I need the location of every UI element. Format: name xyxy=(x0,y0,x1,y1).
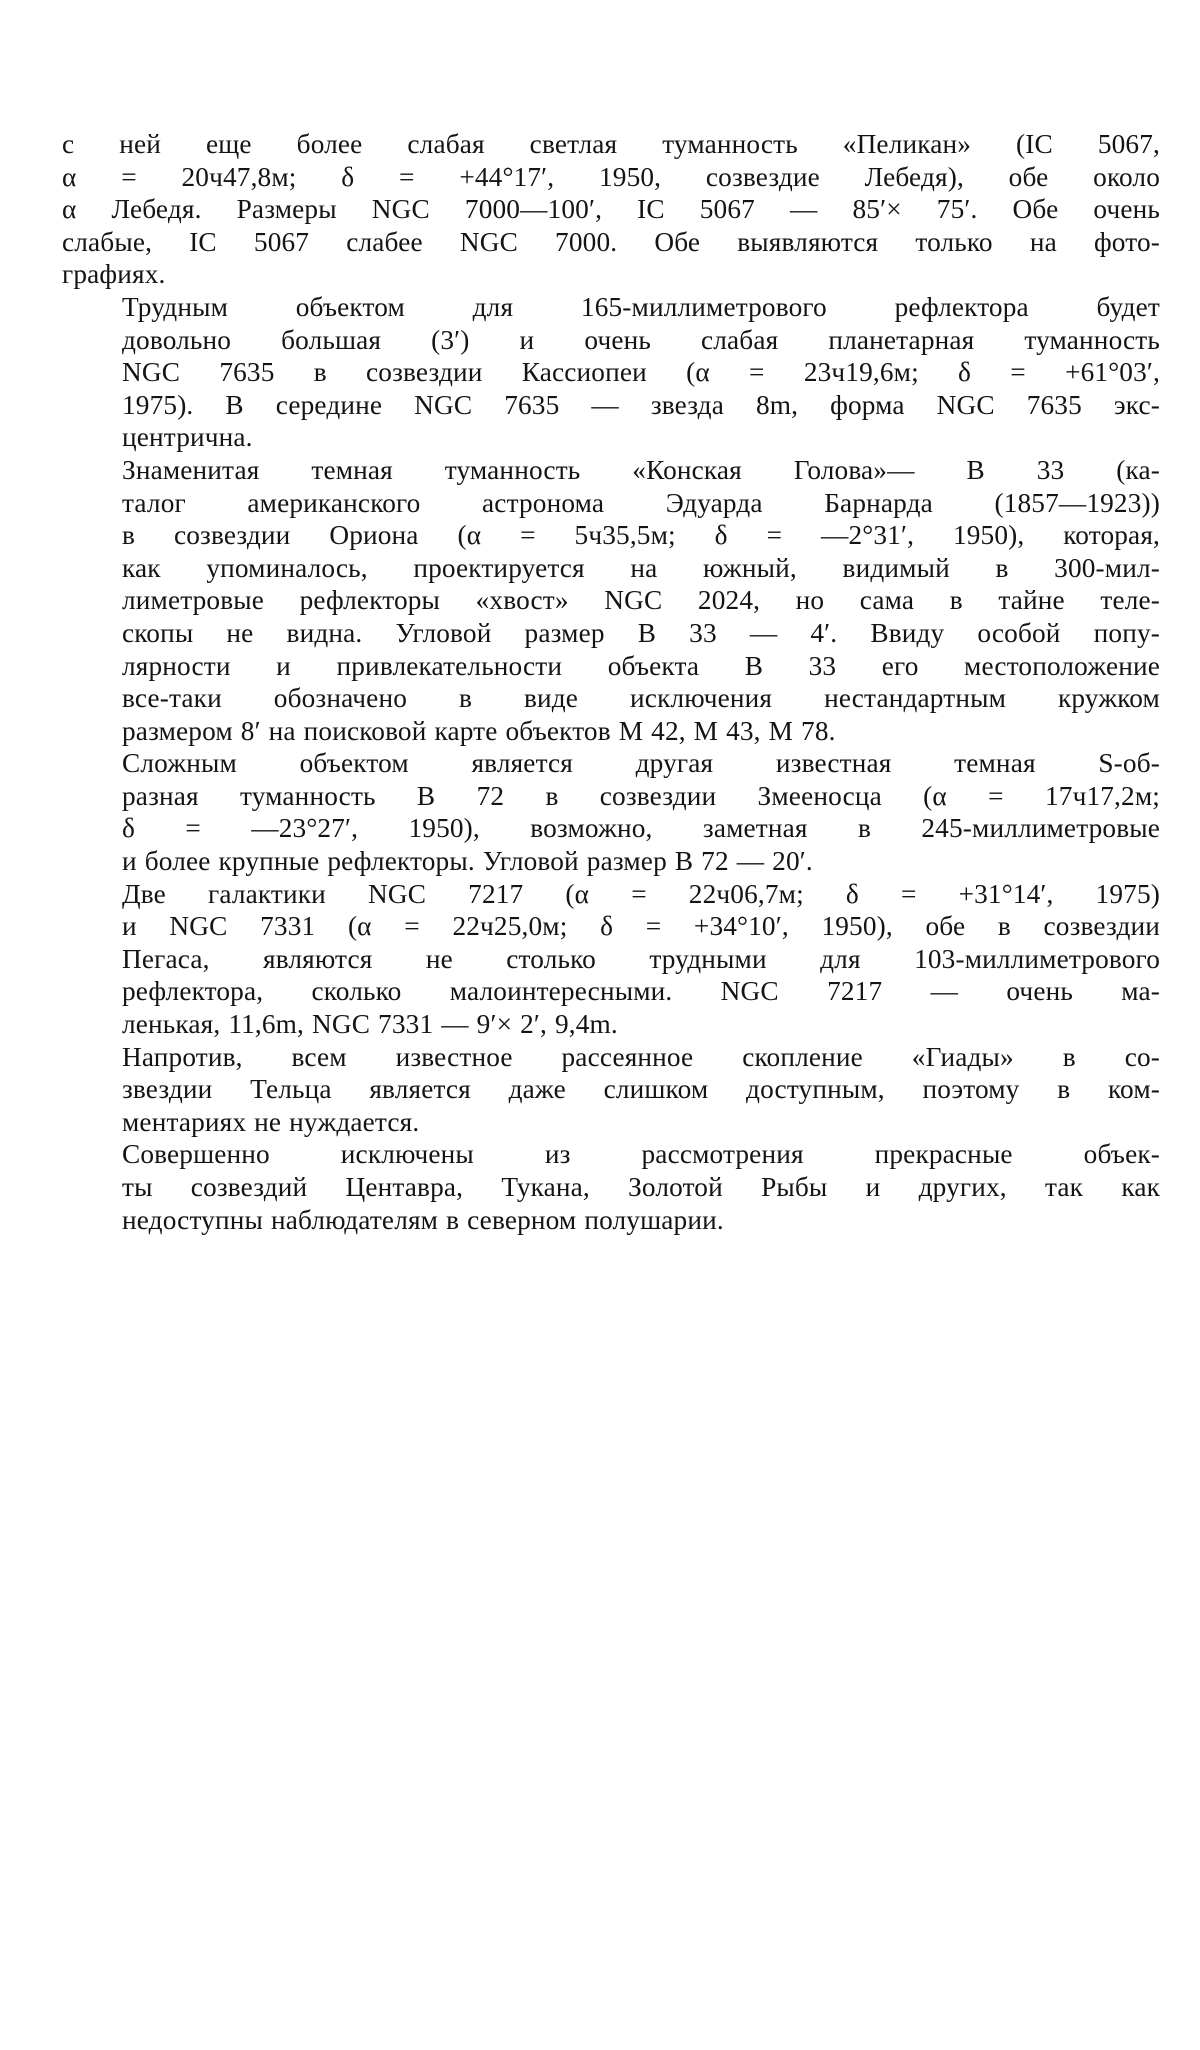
paragraph-horsehead-nebula xyxy=(62,454,1160,747)
text-line: центрична. xyxy=(122,422,253,453)
text-line: в созвездии Ориона (α = 5ч35,5м; δ = —2°31′, 1950), которая, xyxy=(122,520,1160,551)
text-line: довольно большая (3′) и очень слабая планетарная туманность xyxy=(122,324,1160,355)
text-line: рефлектора, сколько малоинтересными. NGC 7217 — очень ма- xyxy=(122,976,1160,1007)
text-line: α = 20ч47,8м; δ = +44°17′, 1950, созвездие Лебедя), обе около xyxy=(62,161,1160,192)
paragraph-pelican-nebula xyxy=(62,128,1160,291)
text-line: Совершенно исключены из рассмотрения прекрасные объек- xyxy=(122,1139,1160,1170)
text-line: графиях. xyxy=(62,259,166,290)
paragraph-southern-constellations xyxy=(62,1138,1160,1236)
text-line: Трудным объектом для 165-миллиметрового рефлектора будет xyxy=(122,291,1160,322)
text-line: Знаменитая темная туманность «Конская Голова»— B 33 (ка- xyxy=(122,454,1160,485)
text-line: все-таки обозначено в виде исключения нестандартным кружком xyxy=(122,683,1160,714)
text-line: α Лебедя. Размеры NGC 7000—100′, IC 5067 — 85′× 75′. Обе очень xyxy=(62,194,1160,225)
text-line: и NGC 7331 (α = 22ч25,0м; δ = +34°10′, 1950), обе в созвездии xyxy=(122,911,1160,942)
text-line: звездии Тельца является даже слишком доступным, поэтому в ком- xyxy=(122,1074,1160,1105)
text-line: лярности и привлекательности объекта B 33 его местоположение xyxy=(122,650,1160,681)
text-line: недоступны наблюдателям в северном полушарии. xyxy=(122,1204,724,1235)
text-line: слабые, IC 5067 слабее NGC 7000. Обе выявляются только на фото- xyxy=(62,226,1160,257)
paragraph-b72-nebula xyxy=(62,747,1160,877)
text-line: разная туманность B 72 в созвездии Змееносца (α = 17ч17,2м; xyxy=(122,780,1160,811)
paragraph-galaxies-ngc-7217-7331 xyxy=(62,878,1160,1041)
text-line: Напротив, всем известное рассеянное скопление «Гиады» в со- xyxy=(122,1041,1160,1072)
text-line: скопы не видна. Угловой размер B 33 — 4′. Ввиду особой попу- xyxy=(122,617,1160,648)
text-line: δ = —23°27′, 1950), возможно, заметная в 245-миллиметровые xyxy=(122,813,1160,844)
text-line: с ней еще более слабая светлая туманность «Пеликан» (IC 5067, xyxy=(62,129,1160,159)
text-line: размером 8′ на поисковой карте объектов М 42, М 43, М 78. xyxy=(122,715,836,746)
paragraph-hyades-cluster xyxy=(62,1041,1160,1139)
text-line: лиметровые рефлекторы «хвост» NGC 2024, но сама в тайне теле- xyxy=(122,585,1160,616)
text-line: ментариях не нуждается. xyxy=(122,1106,420,1137)
text-line: как упоминалось, проектируется на южный, видимый в 300-мил- xyxy=(122,552,1160,583)
text-line: Две галактики NGC 7217 (α = 22ч06,7м; δ = +31°14′, 1975) xyxy=(122,878,1160,909)
paragraph-ngc-7635 xyxy=(62,291,1160,454)
text-line: талог американского астронома Эдуарда Барнарда (1857—1923)) xyxy=(122,487,1160,518)
book-page-text xyxy=(62,128,1160,1236)
text-line: NGC 7635 в созвездии Кассиопеи (α = 23ч19,6м; δ = +61°03′, xyxy=(122,357,1160,388)
text-line: Сложным объектом является другая известная темная S-об- xyxy=(122,748,1160,779)
text-line: и более крупные рефлекторы. Угловой размер B 72 — 20′. xyxy=(122,846,813,877)
text-line: Пегаса, являются не столько трудными для 103-миллиметрового xyxy=(122,943,1160,974)
text-line: ты созвездий Центавра, Тукана, Золотой Рыбы и других, так как xyxy=(122,1172,1160,1202)
text-line: 1975). В середине NGC 7635 — звезда 8m, форма NGC 7635 экс- xyxy=(122,389,1160,420)
text-line: ленькая, 11,6m, NGC 7331 — 9′× 2′, 9,4m. xyxy=(122,1009,618,1040)
